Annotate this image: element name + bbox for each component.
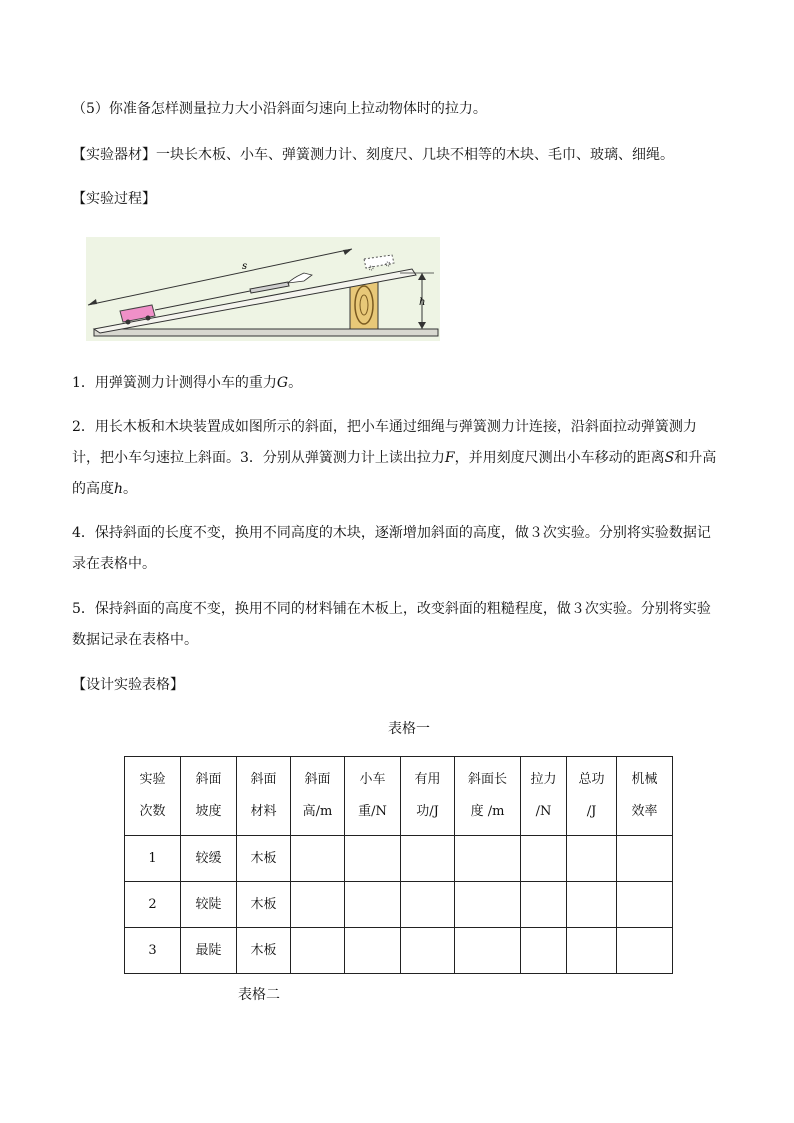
h-label: h (419, 297, 426, 308)
table-cell (291, 836, 345, 882)
step-5: 5．保持斜面的高度不变，换用不同的材料铺在木板上，改变斜面的粗糙程度，做３次实验。分别将实验 数据记录在表格中。 (72, 601, 711, 648)
equipment-paragraph (72, 140, 722, 171)
table-cell (455, 836, 521, 882)
table-cell (401, 882, 455, 928)
table-1-caption: 表格一 (388, 721, 430, 737)
table-cell: 木板 (237, 882, 291, 928)
process-heading: 【实验过程】 (72, 191, 156, 207)
table-cell (291, 882, 345, 928)
table-cell (567, 882, 617, 928)
table-cell: 最陡 (181, 928, 237, 974)
table-cell: 木板 (237, 928, 291, 974)
header-cell: 斜面 坡度 (181, 757, 237, 836)
table-cell (567, 836, 617, 882)
header-cell: 有用 功/J (401, 757, 455, 836)
s-label: s (242, 261, 248, 272)
table-cell (567, 928, 617, 974)
wooden-block (350, 281, 378, 329)
table-row (125, 928, 673, 974)
header-cell: 小车 重/N (345, 757, 401, 836)
table-cell (401, 928, 455, 974)
table-row (125, 882, 673, 928)
table-cell (617, 836, 673, 882)
table-cell: 较缓 (181, 836, 237, 882)
table-cell (401, 836, 455, 882)
table-cell (345, 882, 401, 928)
table-cell (345, 928, 401, 974)
table-cell: 1 (125, 836, 181, 882)
base-board (94, 329, 438, 336)
table-cell: 木板 (237, 836, 291, 882)
step-4: 4．保持斜面的长度不变，换用不同高度的木块，逐渐增加斜面的高度，做３次实验。分别将实验数据记 录在表格中。 (72, 525, 711, 572)
table-cell (521, 928, 567, 974)
table-cell (345, 836, 401, 882)
design-heading: 【设计实验表格】 (72, 677, 184, 693)
step-2: 2．用长木板和木块装置成如图所示的斜面，把小车通过细绳与弹簧测力计连接，沿斜面拉动弹簧测力 计，把小车匀速拉上斜面。3．分别从弹簧测力计上读出拉力F，并用刻度尺测出小车移动的距离S和升高 的高度h。 (72, 419, 717, 497)
header-cell: 斜面 材料 (237, 757, 291, 836)
incline-diagram (82, 233, 444, 345)
table-cell (521, 882, 567, 928)
header-cell: 斜面 高/m (291, 757, 345, 836)
table-header-row (125, 757, 673, 836)
table-cell (617, 882, 673, 928)
header-cell: 机械 效率 (617, 757, 673, 836)
table-cell (291, 928, 345, 974)
equipment-heading: 【实验器材】 (72, 147, 156, 163)
table-cell: 3 (125, 928, 181, 974)
table-cell (455, 928, 521, 974)
table-cell (617, 928, 673, 974)
table-cell (455, 882, 521, 928)
equipment-text: 一块长木板、小车、弹簧测力计、刻度尺、几块不相等的木块、毛巾、玻璃、细绳。 (156, 147, 674, 163)
header-cell: 拉力 /N (521, 757, 567, 836)
header-cell: 斜面长 度 /m (455, 757, 521, 836)
table-cell: 较陡 (181, 882, 237, 928)
header-cell: 总功 /J (567, 757, 617, 836)
table-cell (521, 836, 567, 882)
table-cell: 2 (125, 882, 181, 928)
data-table-1 (124, 756, 673, 974)
table-2-caption: 表格二 (238, 987, 280, 1003)
question-5: （5）你准备怎样测量拉力大小沿斜面匀速向上拉动物体时的拉力。 (72, 101, 487, 117)
header-cell: 实验 次数 (125, 757, 181, 836)
table-row (125, 836, 673, 882)
step-1: 1．用弹簧测力计测得小车的重力G。 (72, 375, 303, 391)
